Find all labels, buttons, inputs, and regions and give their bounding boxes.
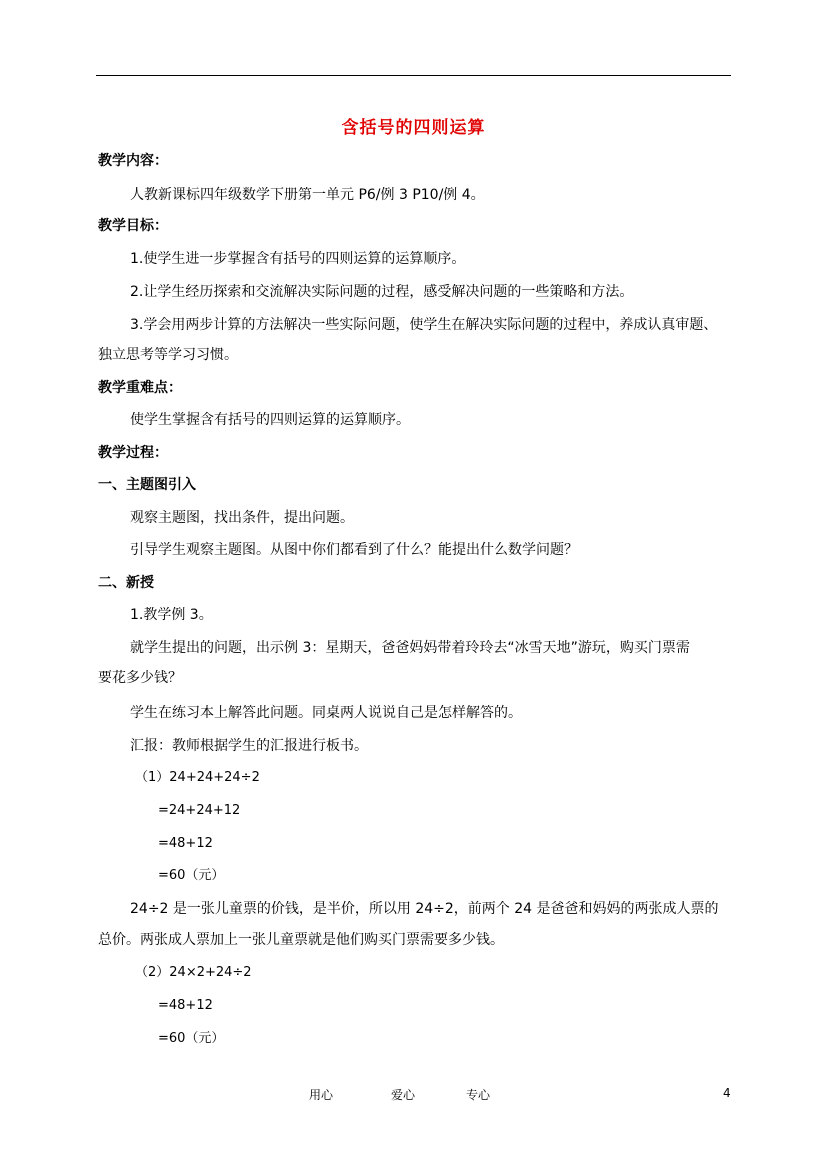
header-rule <box>96 75 731 76</box>
part1-paragraph-2: 引导学生观察主题图。从图中你们都看到了什么？能提出什么数学问题？ <box>130 542 578 558</box>
goal-2: 2.让学生经历探索和交流解决实际问题的过程，感受解决问题的一些策略和方法。 <box>130 284 634 300</box>
part2-heading: 二、新授 <box>98 575 154 591</box>
content-heading: 教学内容： <box>98 153 168 169</box>
part1-paragraph-1: 观察主题图，找出条件，提出问题。 <box>130 510 354 526</box>
part1-heading: 一、主题图引入 <box>98 477 196 493</box>
process-heading: 教学过程： <box>98 445 168 461</box>
footer-word-2: 爱心 <box>391 1088 416 1102</box>
footer-word-3: 专心 <box>466 1088 491 1102</box>
explanation-line-2: 总价。两张成人票加上一张儿童票就是他们购买门票需要多少钱。 <box>98 932 504 948</box>
content-text: 人教新课标四年级数学下册第一单元 P6/例 3 P10/例 4。 <box>130 187 485 203</box>
goal-1: 1.使学生进一步掌握含有括号的四则运算的运算顺序。 <box>130 251 466 267</box>
footer-word-1: 用心 <box>309 1088 334 1102</box>
part2-paragraph-3: 学生在练习本上解答此问题。同桌两人说说自己是怎样解答的。 <box>130 705 522 721</box>
goals-heading: 教学目标： <box>98 218 168 234</box>
goal-3-line2: 独立思考等学习习惯。 <box>98 347 238 363</box>
explanation-line-1: 24÷2 是一张儿童票的价钱，是半价，所以用 24÷2，前两个 24 是爸爸和妈妈的两张成人票的 <box>130 901 719 917</box>
part2-paragraph-4: 汇报：教师根据学生的汇报进行板书。 <box>130 738 368 754</box>
key-text: 使学生掌握含有括号的四则运算的运算顺序。 <box>130 412 410 428</box>
part2-paragraph-2-line1: 就学生提出的问题，出示例 3：星期天，爸爸妈妈带着玲玲去“冰雪天地”游玩，购买门票需 <box>130 640 690 656</box>
goal-3-line1: 3.学会用两步计算的方法解决一些实际问题，使学生在解决实际问题的过程中，养成认真审题、 <box>130 317 718 333</box>
calc1-line-4: =60（元） <box>158 868 225 883</box>
calc2-line-2: =48+12 <box>158 998 213 1013</box>
document-title: 含括号的四则运算 <box>341 118 486 138</box>
page-number: 4 <box>723 1086 731 1100</box>
calc1-line-1: （1）24+24+24÷2 <box>135 770 260 785</box>
calc1-line-3: =48+12 <box>158 836 213 851</box>
part2-paragraph-2-line2: 要花多少钱？ <box>98 670 182 686</box>
key-heading: 教学重难点： <box>98 380 182 396</box>
part2-paragraph-1: 1.教学例 3。 <box>130 607 213 623</box>
calc1-line-2: =24+24+12 <box>158 803 241 818</box>
calc2-line-3: =60（元） <box>158 1031 225 1046</box>
calc2-line-1: （2）24×2+24÷2 <box>135 965 252 980</box>
